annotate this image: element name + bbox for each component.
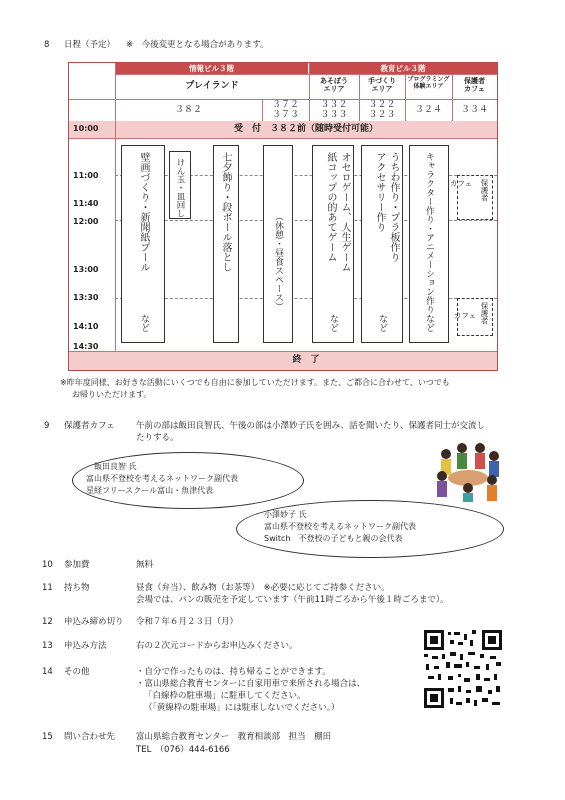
section-13-number: 13: [42, 641, 53, 651]
room-332-333: ３３２ ３３３: [320, 100, 348, 120]
edu-building-header: 教育ビル３階: [309, 63, 497, 74]
section-11-title: 持ち物: [64, 583, 90, 593]
area-cafe: 保護者 カフェ: [464, 77, 485, 94]
section-11-l1: 昼食（弁当）、飲み物（お茶等） ※必要に応じてご持参ください。: [136, 583, 390, 593]
speaker-2-name: 小澤妙子 氏: [264, 510, 307, 519]
section-12-title: 申込み締め切り: [64, 617, 124, 627]
section-15-title: 問い合わせ先: [64, 732, 116, 742]
section-10-number: 10: [42, 560, 53, 570]
section-15-number: 15: [42, 732, 53, 742]
room-382: ３８２: [174, 105, 202, 115]
speaker-1-role-2: 星経フリースクール富山・魚津代表: [86, 486, 214, 495]
time-1000: 10:00: [73, 124, 99, 133]
time-1430: 14:30: [73, 342, 99, 351]
activity-kendama: けん玉・皿回し: [169, 151, 191, 219]
info-building-header: 情報ビル３階: [115, 63, 308, 74]
section-9-text-l1: 午前の部は飯田良智氏、午後の部は小澤妙子氏を囲み、話を聞いたり、保護者同士が交流し: [136, 421, 486, 431]
activity-wall-painting: 壁画づくり・新聞紙プール など: [121, 145, 165, 343]
section-14-l1: ・自分で作ったものは、持ち帰ることができます。: [136, 667, 331, 677]
cafe-afternoon: 保護者 カフェ: [457, 298, 493, 336]
speaker-2-role-2: Switch 不登校の子どもと親の会代表: [264, 534, 403, 543]
section-9-title: 保護者カフェ: [64, 421, 115, 431]
section-15-l2: TEL （076）444-6166: [136, 745, 230, 755]
schedule-table: [68, 62, 498, 371]
section-13-title: 申込み方法: [64, 641, 107, 651]
section-8-number: 8: [44, 40, 50, 50]
section-8-title: 日程（予定）: [64, 40, 116, 50]
activity-tanabata: 七夕飾り・段ボール落とし: [213, 145, 239, 343]
area-asobou: あそぼう エリア: [320, 77, 348, 94]
section-10-title: 参加費: [64, 560, 90, 570]
area-tezukuri: 手づくり エリア: [368, 77, 396, 94]
section-11-l2: 会場では、パンの販売を予定しています（午前11時ごろから午後１時ごろまで）。: [136, 595, 449, 605]
room-372-373: ３７２ ３７３: [271, 100, 299, 120]
cafe-morning: 保護者 カフェ: [457, 175, 493, 220]
section-15-l1: 富山県総合教育センター 教育相談部 担当 棚田: [136, 732, 332, 742]
time-1200: 12:00: [73, 217, 99, 226]
section-14-title: その他: [64, 667, 90, 677]
section-9-number: 9: [44, 421, 50, 431]
activity-rest-space: （休憩・昼食スペース）: [263, 145, 293, 343]
footnote-line1: ※昨年度同様、お好きな活動にいくつでも自由に参加していただけます。また、ご都合に合わせて、いつでも: [60, 378, 450, 387]
end-text: 終 了: [292, 355, 320, 365]
section-13-value: 右の２次元コードからお申込みください。: [136, 641, 298, 651]
section-8-note: ※ 今後変更となる場合があります。: [126, 40, 269, 50]
activity-games: オセロゲーム、人生ゲーム 紙コップの的あてゲーム など: [312, 145, 354, 343]
section-11-number: 11: [42, 583, 53, 593]
area-programming: プログラミング 体験エリア: [407, 76, 450, 90]
section-12-number: 12: [42, 617, 53, 627]
room-322-323: ３２２ ３２３: [368, 100, 396, 120]
section-14-l4: （「黄線枠の駐車場」には駐車しないでください。）: [144, 703, 340, 713]
section-14-l2: ・富山県総合教育センターに自家用車で来所される場合は、: [136, 679, 366, 689]
time-1330: 13:30: [73, 293, 99, 302]
time-1140: 11:40: [73, 199, 99, 208]
section-10-value: 無料: [136, 560, 154, 570]
speaker-2-role-1: 富山県不登校を考えるネットワーク副代表: [264, 522, 416, 531]
playland-label: プレイランド: [185, 81, 239, 91]
time-1300: 13:00: [73, 265, 99, 274]
activity-crafts: うちわ作り・プラ板作り アクセサリー作り など: [361, 145, 403, 343]
speaker-1-role-1: 富山県不登校を考えるネットワーク副代表: [86, 474, 238, 483]
qr-code-icon[interactable]: [422, 628, 504, 710]
section-9-text-l2: たりする。: [136, 433, 179, 443]
speaker-1-name: 飯田良智 氏: [94, 462, 137, 471]
section-12-value: 令和７年６月２３日（月）: [136, 617, 239, 627]
section-14-l3: 「白線枠の駐車場」に駐車してください。: [144, 691, 306, 701]
time-1410: 14:10: [73, 322, 99, 331]
room-334: ３３４: [460, 105, 488, 115]
section-14-number: 14: [42, 667, 53, 677]
reception-text: 受 付 ３８２前（随時受付可能）: [233, 124, 378, 134]
footnote-line2: お帰りいただけます。: [72, 390, 152, 399]
activity-programming: キャラクター作り・アニメーション作り など: [409, 145, 449, 343]
time-1100: 11:00: [73, 171, 99, 180]
room-324: ３２４: [414, 105, 442, 115]
cafe-people-illustration-icon: [432, 440, 504, 502]
